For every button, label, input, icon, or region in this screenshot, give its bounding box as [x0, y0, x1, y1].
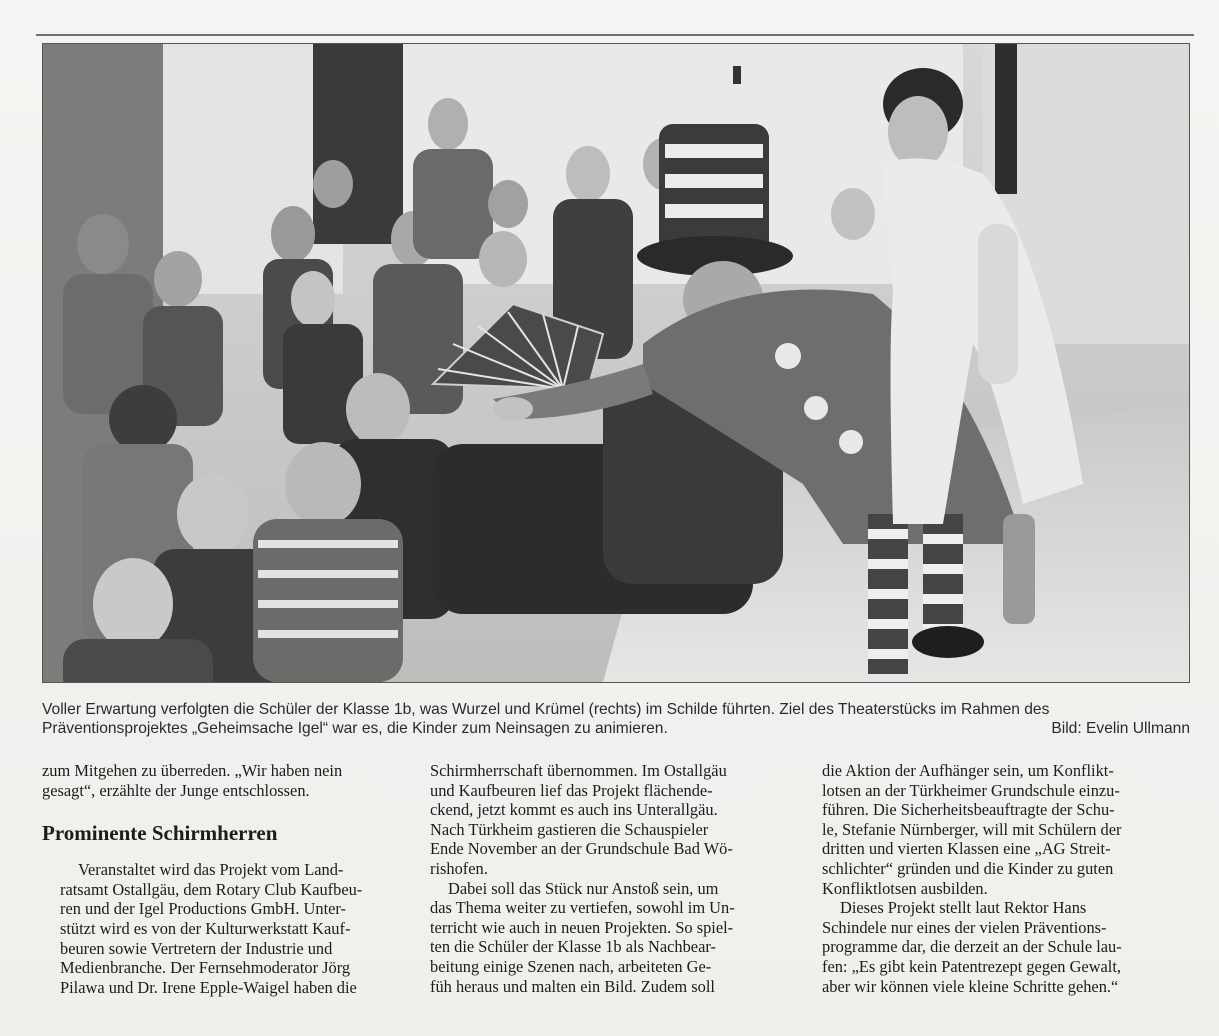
article-column-1	[42, 761, 408, 997]
text-line: terricht wie auch in neuen Projekten. So spiel-	[430, 917, 734, 937]
photo-credit: Bild: Evelin Ullmann	[1051, 720, 1190, 737]
intro-paragraph	[42, 761, 408, 800]
text-line: dritten und vierten Klassen eine „AG Streit-	[822, 839, 1111, 859]
text-line: ckend, jetzt kommt es auch ins Unterallgäu.	[430, 800, 718, 820]
caption-line-1: Voller Erwartung verfolgten die Schüler der Klasse 1b, was Wurzel und Krümel (rechts) im Schilde führten. Ziel des Theaterstücks im Rahmen des	[42, 701, 1050, 718]
article-column-3	[822, 761, 1188, 996]
text-line: schlichter“ gründen und die Kinder zu guten	[822, 858, 1114, 878]
text-line: Pilawa und Dr. Irene Epple-Waigel haben die	[60, 977, 357, 997]
text-line: führen. Die Sicherheitsbeauftragte der Schu-	[822, 800, 1115, 820]
text-line: ren und der Igel Productions GmbH. Unter-	[60, 899, 346, 919]
text-line: Medienbranche. Der Fernsehmoderator Jörg	[60, 958, 351, 978]
caption-line-2: Präventionsprojektes „Geheimsache Igel“ war es, die Kinder zum Neinsagen zu animieren.	[42, 720, 668, 737]
text-line: Ende November an der Grundschule Bad Wö-	[430, 839, 733, 859]
text-line: aber wir können viele kleine Schritte gehen.“	[822, 976, 1119, 996]
body-paragraph	[42, 860, 408, 997]
body-paragraph	[822, 761, 1188, 898]
text-line: ratsamt Ostallgäu, dem Rotary Club Kaufbeu-	[60, 879, 363, 899]
body-paragraph	[430, 761, 796, 879]
photo-scene	[43, 44, 1189, 682]
top-rule	[36, 34, 1194, 36]
photo-caption	[42, 700, 1190, 738]
text-line: Schindele nur eines der vielen Präventions-	[822, 917, 1107, 937]
text-line: ten die Schüler der Klasse 1b als Nachbear-	[430, 937, 716, 957]
text-line: beitung einige Szenen nach, arbeiteten Ge-	[430, 956, 712, 976]
text-line: Konfliktlotsen ausbilden.	[822, 878, 988, 898]
text-line: le, Stefanie Nürnberger, will mit Schülern der	[822, 819, 1122, 839]
text-line: lotsen an der Türkheimer Grundschule einzu-	[822, 780, 1120, 800]
text-line: fen: „Es gibt kein Patentrezept gegen Gewalt,	[822, 956, 1122, 976]
article-column-2	[430, 761, 796, 996]
text-line: das Thema weiter zu vertiefen, sowohl im Un-	[430, 898, 735, 918]
text-line: beuren sowie Vertretern der Industrie und	[60, 938, 333, 958]
body-paragraph	[430, 879, 796, 997]
text-line: rishofen.	[430, 858, 488, 878]
text-line: zum Mitgehen zu überreden. „Wir haben nein	[42, 761, 343, 780]
text-line: stützt wird es von der Kulturwerkstatt Kauf-	[60, 918, 351, 938]
article-photo	[42, 43, 1190, 683]
text-line: Veranstaltet wird das Projekt vom Land-	[78, 860, 344, 880]
text-line: Schirmherrschaft übernommen. Im Ostallgäu	[430, 761, 727, 780]
text-line: Dabei soll das Stück nur Anstoß sein, um	[448, 878, 719, 898]
subheading: Prominente Schirmherren	[42, 821, 278, 846]
text-line: Dieses Projekt stellt laut Rektor Hans	[840, 898, 1087, 918]
body-paragraph	[822, 898, 1188, 996]
text-line: füh heraus und malten ein Bild. Zudem soll	[430, 976, 715, 996]
text-line: und Kaufbeuren lief das Projekt flächende-	[430, 780, 713, 800]
text-line: die Aktion der Aufhänger sein, um Konflikt-	[822, 761, 1114, 780]
text-line: gesagt“, erzählte der Junge entschlossen.	[42, 780, 310, 800]
text-line: programme dar, die derzeit an der Schule lau-	[822, 937, 1122, 957]
text-line: Nach Türkheim gastieren die Schauspieler	[430, 819, 709, 839]
